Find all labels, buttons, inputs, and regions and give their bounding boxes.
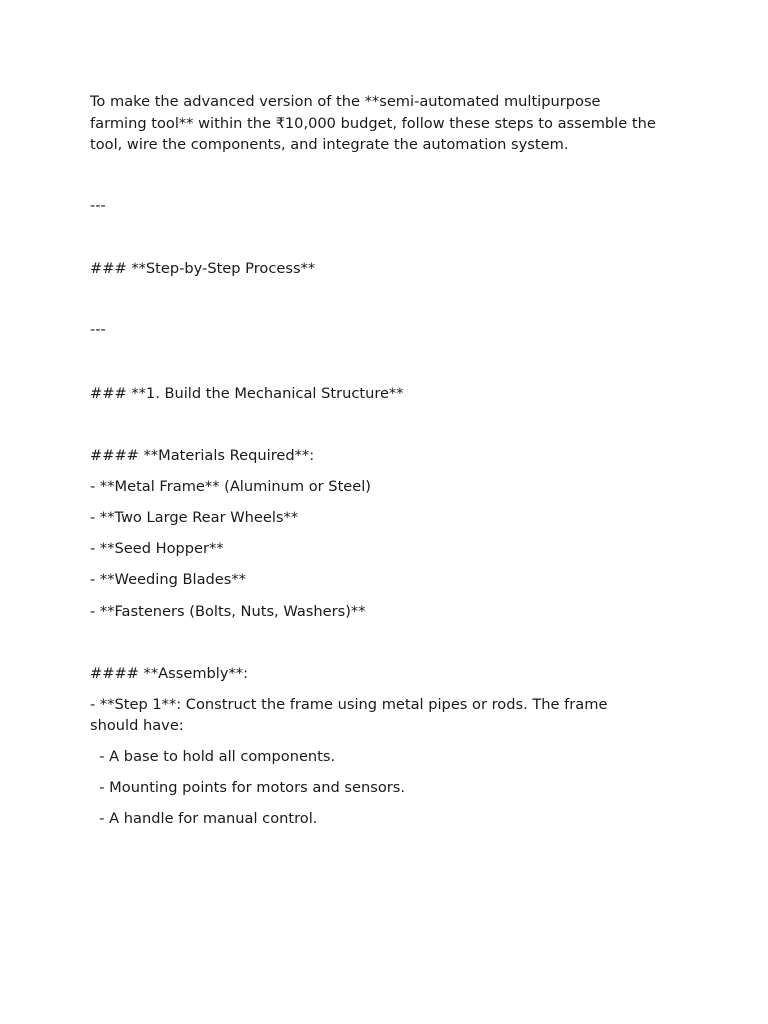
assembly-heading: #### **Assembly**:: [90, 665, 248, 682]
list-item: - **Weeding Blades**: [90, 571, 246, 588]
sub-list-item: - Mounting points for motors and sensors.: [90, 779, 406, 796]
list-item: - **Metal Frame** (Aluminum or Steel): [90, 478, 371, 495]
divider: ---: [90, 321, 106, 338]
assembly-step1-line-2: should have:: [90, 717, 184, 734]
sub-list-item: - A handle for manual control.: [90, 810, 318, 827]
list-item: - **Two Large Rear Wheels**: [90, 509, 299, 526]
divider: ---: [90, 197, 106, 214]
section-heading-step1: ### **1. Build the Mechanical Structure**: [90, 385, 404, 402]
list-item: - **Seed Hopper**: [90, 540, 224, 557]
sub-list-item: - A base to hold all components.: [90, 748, 336, 765]
assembly-step1-line-1: - **Step 1**: Construct the frame using metal pipes or rods. The frame: [90, 696, 608, 713]
materials-heading: #### **Materials Required**:: [90, 447, 315, 464]
intro-line-3: tool, wire the components, and integrate the automation system.: [90, 136, 569, 153]
section-heading-process: ### **Step-by-Step Process**: [90, 260, 316, 277]
list-item: - **Fasteners (Bolts, Nuts, Washers)**: [90, 603, 366, 620]
intro-line-1: To make the advanced version of the **semi-automated multipurpose: [90, 93, 601, 110]
intro-line-2: farming tool** within the ₹10,000 budget, follow these steps to assemble the: [90, 114, 656, 132]
